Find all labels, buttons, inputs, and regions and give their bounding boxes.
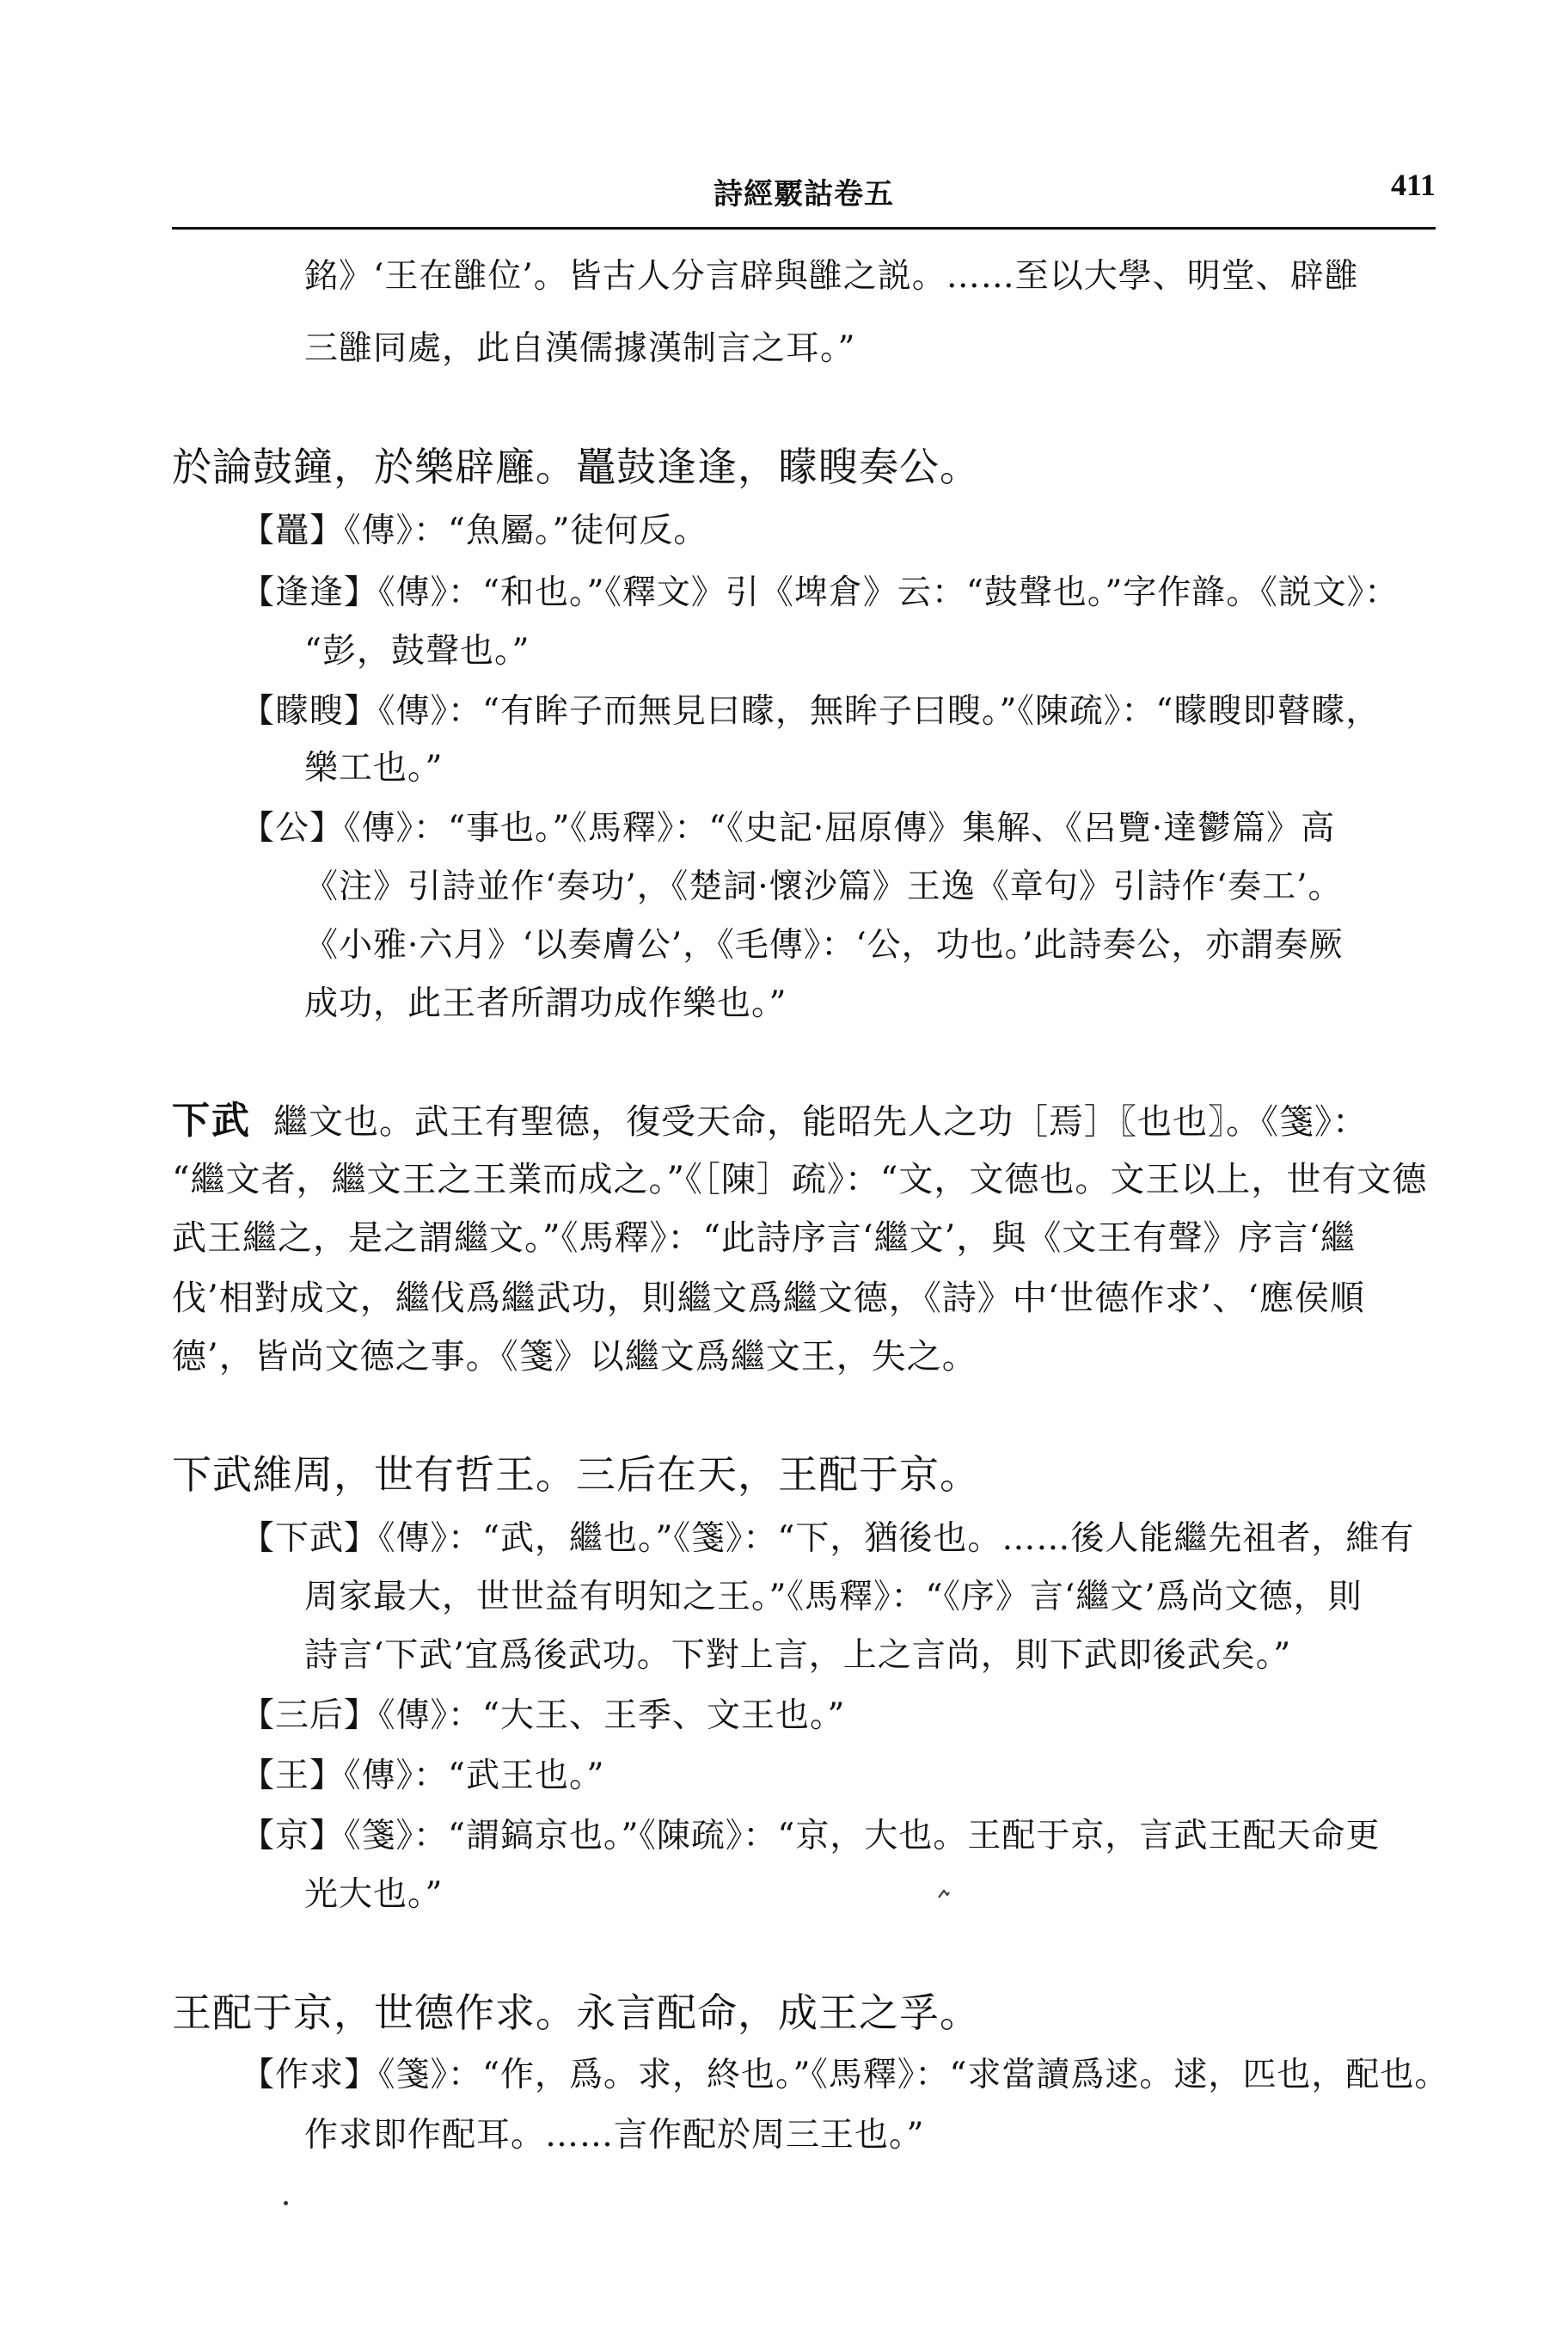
verse-line: 王配于京，世德作求。永言配命，成王之孚。 <box>172 1990 980 2036</box>
preface-line: 德’，皆尚文德之事。《箋》以繼文爲繼文王，失之。 <box>172 1337 977 1376</box>
annotation: 【作求】《箋》：“作，爲。求，終也。”《馬釋》：“求當讀爲逑。逑，匹也，配也。 <box>241 2056 1449 2094</box>
annotation: 【鼉】《傳》：“魚屬。”徒何反。 <box>241 512 708 550</box>
running-header <box>172 163 1436 230</box>
annotation-continued: 《注》引詩並作‘奏功’，《楚詞·懷沙篇》王逸《章句》引詩作‘奏工’。 <box>304 868 1343 906</box>
preface-first-line <box>172 1099 1368 1143</box>
verse-line: 下武維周，世有哲王。三后在天，王配于京。 <box>172 1451 980 1498</box>
annotation: 【三后】《傳》：“大王、王季、文王也。” <box>241 1696 846 1735</box>
preface-line: 伐’相對成文，繼伐爲繼武功，則繼文爲繼文德，《詩》中‘世德作求’、‘應侯順 <box>172 1278 1365 1318</box>
annotation: 【京】《箋》：“謂鎬京也。”《陳疏》：“京，大也。王配于京，言武王配天命更 <box>241 1817 1381 1855</box>
annotation-continued: 周家最大，世世益有明知之王。”《馬釋》：“《序》言‘繼文’爲尚文德，則 <box>304 1578 1363 1616</box>
preface-line: “繼文者，繼文王之王業而成之。”《［陳］疏》：“文，文德也。文王以上，世有文德 <box>172 1160 1428 1199</box>
preface-line: 武王繼之，是之謂繼文。”《馬釋》：“此詩序言‘繼文’，與《文王有聲》序言‘繼 <box>172 1218 1357 1258</box>
annotation: 【矇瞍】《傳》：“有眸子而無見曰矇，無眸子曰瞍。”《陳疏》：“矇瞍即瞽矇， <box>241 692 1381 731</box>
preface-text: 繼文也。武王有聖德，復受天命，能昭先人之功［焉］〖也也〗。《箋》： <box>273 1102 1368 1142</box>
text-line: 銘》‘王在雝位’。皆古人分言辟與雝之説。……至以大學、明堂、辟雝 <box>304 257 1359 296</box>
verse-line: 於論鼓鐘，於樂辟廱。鼉鼓逢逢，矇瞍奏公。 <box>172 444 980 490</box>
annotation: 【逢逢】《傳》：“和也。”《釋文》引《埤倉》云：“鼓聲也。”字作韸。《説文》： <box>241 573 1400 612</box>
print-speck-icon <box>937 1887 951 1901</box>
annotation-continued: “彭，鼓聲也。” <box>304 632 530 671</box>
poem-title: 下武 <box>172 1099 251 1143</box>
text-line: 三雝同處，此自漢儒據漢制言之耳。” <box>304 329 856 368</box>
annotation: 【下武】《傳》：“武，繼也。”《箋》：“下，猶後也。……後人能繼先祖者，維有 <box>241 1519 1415 1558</box>
annotation-continued: 光大也。” <box>304 1875 444 1914</box>
annotation-continued: 詩言‘下武’宜爲後武功。下對上言，上之言尚，則下武即後武矣。” <box>304 1636 1292 1675</box>
print-dot <box>284 2201 288 2205</box>
annotation-continued: 成功，此王者所謂功成作樂也。” <box>304 984 787 1023</box>
annotation: 【王】《傳》：“武王也。” <box>241 1757 605 1795</box>
annotation-continued: 作求即作配耳。……言作配於周三王也。” <box>304 2116 925 2155</box>
annotation-continued: 《小雅·六月》‘以奏膚公’，《毛傳》：‘公，功也。’此詩奏公，亦謂奏厥 <box>304 926 1344 965</box>
annotation: 【公】《傳》：“事也。”《馬釋》：“《史記·屈原傳》集解、《呂覽·達鬱篇》高 <box>241 809 1336 848</box>
header-title: 詩經覈詁卷五 <box>714 177 894 212</box>
annotation-continued: 樂工也。” <box>304 749 444 788</box>
page-number: 411 <box>1390 168 1436 202</box>
